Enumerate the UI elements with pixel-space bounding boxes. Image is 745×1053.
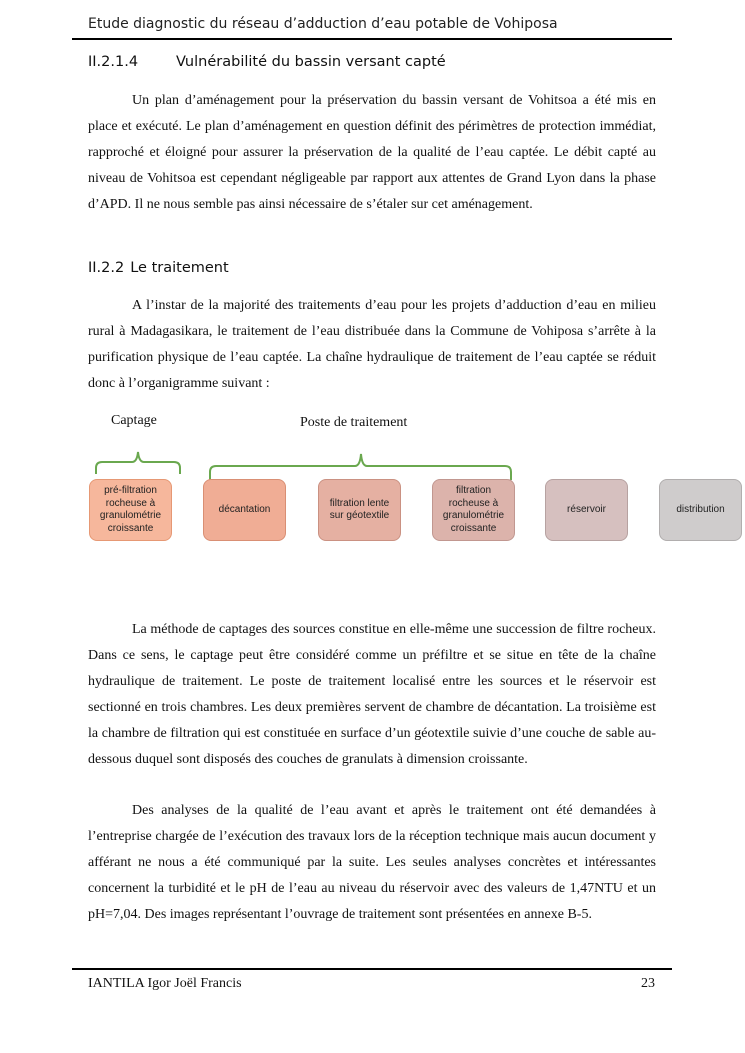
diagram-label-captage: Captage xyxy=(111,413,157,428)
flow-step-filtration-rocheuse: filtration rocheuse à granulométrie croissante xyxy=(432,479,515,541)
paragraph-vulnerabilite: Un plan d’aménagement pour la préservation du bassin versant de Vohitsoa a été mis en place et exécuté. Le plan d’aménagement en question définit des périmètres de protection immédiat, rapproché et éloigné pour assurer la préservation de la qualité de l’eau captée. Le débit capté au niveau de Vohitsoa est cependant négligeable par rapport aux attentes de Grand Lyon dans la phase d’APD. Il ne nous semble pas ainsi nécessaire de s’étaler sur cet aménagement. xyxy=(88,93,656,212)
diagram-label-poste: Poste de traitement xyxy=(300,415,408,430)
section-title: Vulnérabilité du bassin versant capté xyxy=(176,54,446,70)
section-number: II.2.2 xyxy=(88,260,125,276)
flow-step-reservoir: réservoir xyxy=(545,479,628,541)
paragraph-captage-methode: La méthode de captages des sources constitue en elle-même une succession de filtre rocheux. Dans ce sens, le captage peut être considéré comme un préfiltre et se situe en tête de la chaîne hydraulique de traitement. Le poste de traitement localisé entre les sources et le réservoir est sectionné en trois chambres. Les deux premières servent de chambre de décantation. La troisième est la chambre de filtration qui est constituée en surface d’un géotextile suivie d’une couche de sable au-dessous duquel sont disposés des couches de granulats à dimension croissante. xyxy=(88,622,656,767)
running-header: Etude diagnostic du réseau d’adduction d’eau potable de Vohiposa xyxy=(88,16,558,32)
page-number: 23 xyxy=(641,976,655,991)
brace-captage xyxy=(96,452,180,474)
footer-author: IANTILA Igor Joël Francis xyxy=(88,976,242,991)
paragraph-traitement: A l’instar de la majorité des traitements d’eau pour les projets d’adduction d’eau en milieu rural à Madagasikara, le traitement de l’eau distribuée dans la Commune de Vohiposa s’arrête à la purification physique de l’eau captée. La chaîne hydraulique de traitement de l’eau captée se réduit donc à l’organigramme suivant : xyxy=(88,298,656,391)
footer-rule xyxy=(72,968,672,970)
diagram-braces xyxy=(0,0,745,480)
brace-poste xyxy=(210,454,511,480)
section-number: II.2.1.4 xyxy=(88,54,139,70)
flow-step-distribution: distribution xyxy=(659,479,742,541)
flow-step-prefiltration: pré-filtration rocheuse à granulométrie croissante xyxy=(89,479,172,541)
paragraph-analyses: Des analyses de la qualité de l’eau avant et après le traitement ont été demandées à l’entreprise chargée de l’exécution des travaux lors de la réception technique mais aucun document y afférant ne nous a été communiqué par la suite. Les seules analyses concrètes et intéressantes concernent la turbidité et le pH de l’eau au niveau du réservoir avec des valeurs de 1,47NTU et un pH=7,04. Des images représentant l’ouvrage de traitement sont présentées en annexe B-5. xyxy=(88,803,656,922)
flow-step-filtration-lente: filtration lente sur géotextile xyxy=(318,479,401,541)
flow-step-decantation: décantation xyxy=(203,479,286,541)
section-title: Le traitement xyxy=(130,260,229,276)
